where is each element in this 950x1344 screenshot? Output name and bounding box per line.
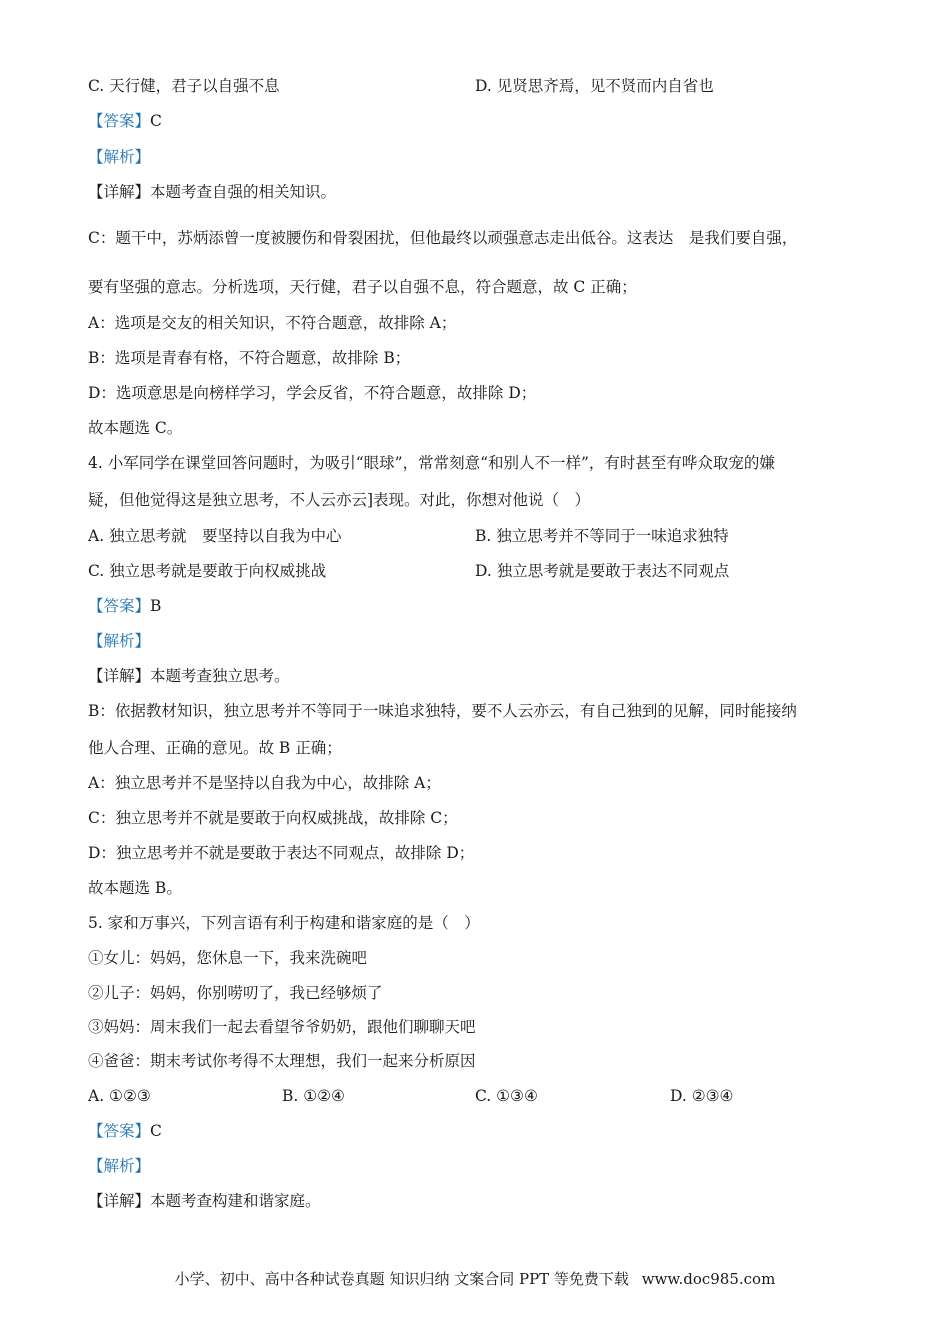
q4-option-a: A. 独立思考就 要坚持以自我为中心 (88, 527, 342, 545)
q4-explain-line: C：独立思考并不就是要敢于向权威挑战，故排除 C； (88, 809, 458, 827)
q4-explain-line: 故本题选 B。 (88, 879, 182, 897)
q4-explain-line: A：独立思考并不是坚持以自我为中心，故排除 A； (88, 774, 441, 792)
q5-option-d: D. ②③④ (670, 1087, 734, 1105)
q5-option-a: A. ①②③ (88, 1087, 151, 1105)
detail-tag: 【详解】 (88, 183, 151, 201)
q3-option-d: D. 见贤思齐焉，见不贤而内自省也 (475, 77, 714, 95)
q3-explain-line: 要有坚强的意志。分析选项，天行健，君子以自强不息，符合题意，故 C 正确； (88, 278, 637, 296)
q5-item: ③妈妈：周末我们一起去看望爷爷奶奶，跟他们聊聊天吧 (88, 1018, 476, 1036)
detail-text: 本题考查独立思考。 (150, 667, 290, 685)
q3-explain-line: 故本题选 C。 (88, 419, 183, 437)
q4-option-c: C. 独立思考就是要敢于向权威挑战 (88, 562, 327, 580)
q3-explain-line: C：题干中，苏炳添曾一度被腰伤和骨裂困扰，但他最终以顽强意志走出低谷。这表达 是我们要自强， (88, 229, 798, 247)
q4-analysis-tag: 【解析】 (88, 632, 151, 650)
answer-tag: 【答案】 (88, 597, 151, 615)
q5-item: ②儿子：妈妈，你别唠叨了，我已经够烦了 (88, 984, 383, 1002)
answer-tag: 【答案】 (88, 112, 151, 130)
q5-item: ④爸爸：期末考试你考得不太理想，我们一起来分析原因 (88, 1052, 476, 1070)
q3-explain-line: A：选项是交友的相关知识，不符合题意，故排除 A； (88, 314, 457, 332)
q5-answer (88, 1120, 162, 1142)
q4-stem-line: 4. 小军同学在课堂回答问题时，为吸引“眼球”，常常刻意“和别人不一样”，有时甚至有哗众取宠的嫌 (88, 454, 775, 472)
q4-explain-line: D：独立思考并不就是要敢于表达不同观点，故排除 D； (88, 844, 475, 862)
q3-detail (88, 181, 336, 203)
q3-answer (88, 110, 162, 132)
detail-text: 本题考查自强的相关知识。 (150, 183, 337, 201)
q5-item: ①女儿：妈妈，您休息一下，我来洗碗吧 (88, 949, 368, 967)
q3-explain-line: B：选项是青春有格，不符合题意，故排除 B； (88, 349, 411, 367)
page-footer (0, 1268, 950, 1289)
q3-analysis-tag: 【解析】 (88, 148, 151, 166)
footer-url[interactable]: www.doc985.com (641, 1270, 776, 1288)
detail-tag: 【详解】 (88, 667, 151, 685)
answer-value: B (150, 597, 162, 615)
answer-value: C (150, 112, 162, 130)
q5-option-b: B. ①②④ (282, 1087, 345, 1105)
answer-tag: 【答案】 (88, 1122, 151, 1140)
q5-stem: 5. 家和万事兴，下列言语有利于构建和谐家庭的是（ ） (88, 914, 480, 932)
q4-stem-line: 疑，但他觉得这是独立思考，不人云亦云]表现。对此，你想对他说（ ） (88, 491, 591, 509)
q5-analysis-tag: 【解析】 (88, 1157, 151, 1175)
detail-tag: 【详解】 (88, 1192, 151, 1210)
answer-value: C (150, 1122, 162, 1140)
q4-explain-line: 他人合理、正确的意见。故 B 正确； (88, 739, 342, 757)
q4-option-b: B. 独立思考并不等同于一味追求独特 (475, 527, 729, 545)
q4-option-d: D. 独立思考就是要敢于表达不同观点 (475, 562, 730, 580)
q5-option-c: C. ①③④ (475, 1087, 538, 1105)
q3-explain-line: D：选项意思是向榜样学习，学会反省，不符合题意，故排除 D； (88, 384, 537, 402)
footer-text: 小学、初中、高中各种试卷真题 知识归纳 文案合同 PPT 等免费下载 (174, 1270, 629, 1288)
detail-text: 本题考查构建和谐家庭。 (150, 1192, 321, 1210)
q4-detail (88, 665, 290, 687)
q4-answer (88, 595, 161, 617)
q3-option-c: C. 天行健，君子以自强不息 (88, 77, 280, 95)
q4-explain-line: B：依据教材知识，独立思考并不等同于一味追求独特，要不人云亦云，有自己独到的见解，同时能接纳 (88, 702, 797, 720)
q5-detail (88, 1190, 321, 1212)
